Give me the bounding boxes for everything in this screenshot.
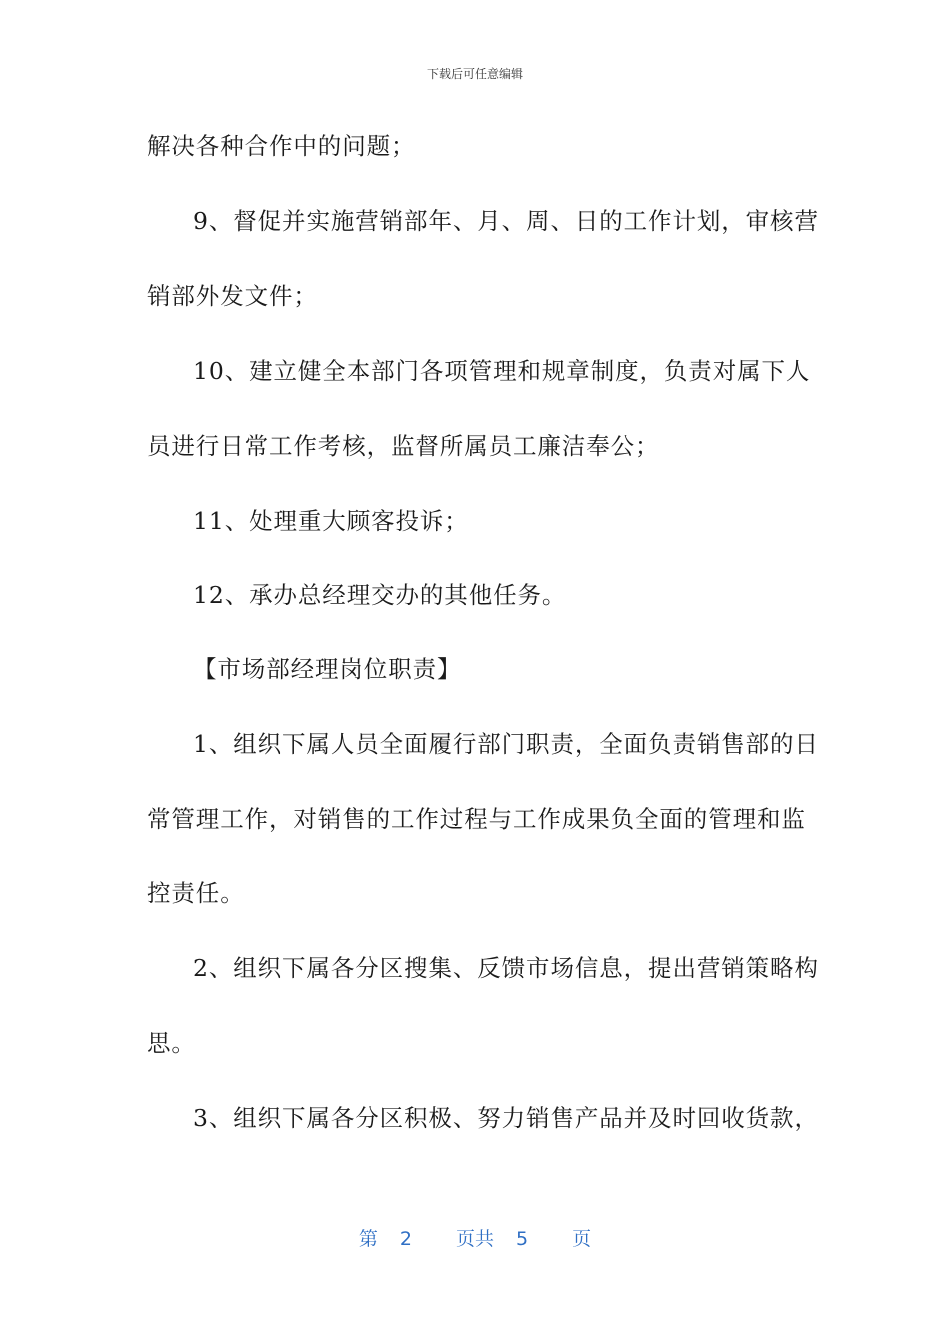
paragraph-line: 员进行日常工作考核，监督所属员工廉洁奉公；	[147, 432, 660, 460]
paragraph-line: 思。	[147, 1029, 196, 1057]
footer-middle: 页共	[455, 1228, 494, 1250]
total-page-count: 5	[516, 1228, 529, 1250]
paragraph-line: 3、组织下属各分区积极、努力销售产品并及时回收货款，	[193, 1104, 819, 1132]
page-number-footer	[0, 1226, 950, 1252]
footer-suffix: 页	[572, 1228, 592, 1250]
paragraph-line: 10、建立健全本部门各项管理和规章制度，负责对属下人	[193, 357, 811, 385]
paragraph-line: 控责任。	[147, 879, 245, 907]
footer-prefix: 第	[358, 1228, 378, 1250]
paragraph-line: 常管理工作，对销售的工作过程与工作成果负全面的管理和监	[147, 805, 806, 833]
paragraph-line: 销部外发文件；	[147, 282, 318, 310]
paragraph-line: 9、督促并实施营销部年、月、周、日的工作计划，审核营	[193, 207, 819, 235]
paragraph-line: 2、组织下属各分区搜集、反馈市场信息，提出营销策略构	[193, 954, 819, 982]
paragraph-line: 11、处理重大顾客投诉；	[193, 507, 469, 535]
paragraph-line: 解决各种合作中的问题；	[147, 132, 416, 160]
page-header-note: 下载后可任意编辑	[426, 67, 523, 81]
section-heading: 【市场部经理岗位职责】	[193, 655, 462, 683]
paragraph-line: 12、承办总经理交办的其他任务。	[193, 581, 567, 609]
paragraph-line: 1、组织下属人员全面履行部门职责，全面负责销售部的日	[193, 730, 819, 758]
current-page-number: 2	[399, 1228, 412, 1250]
